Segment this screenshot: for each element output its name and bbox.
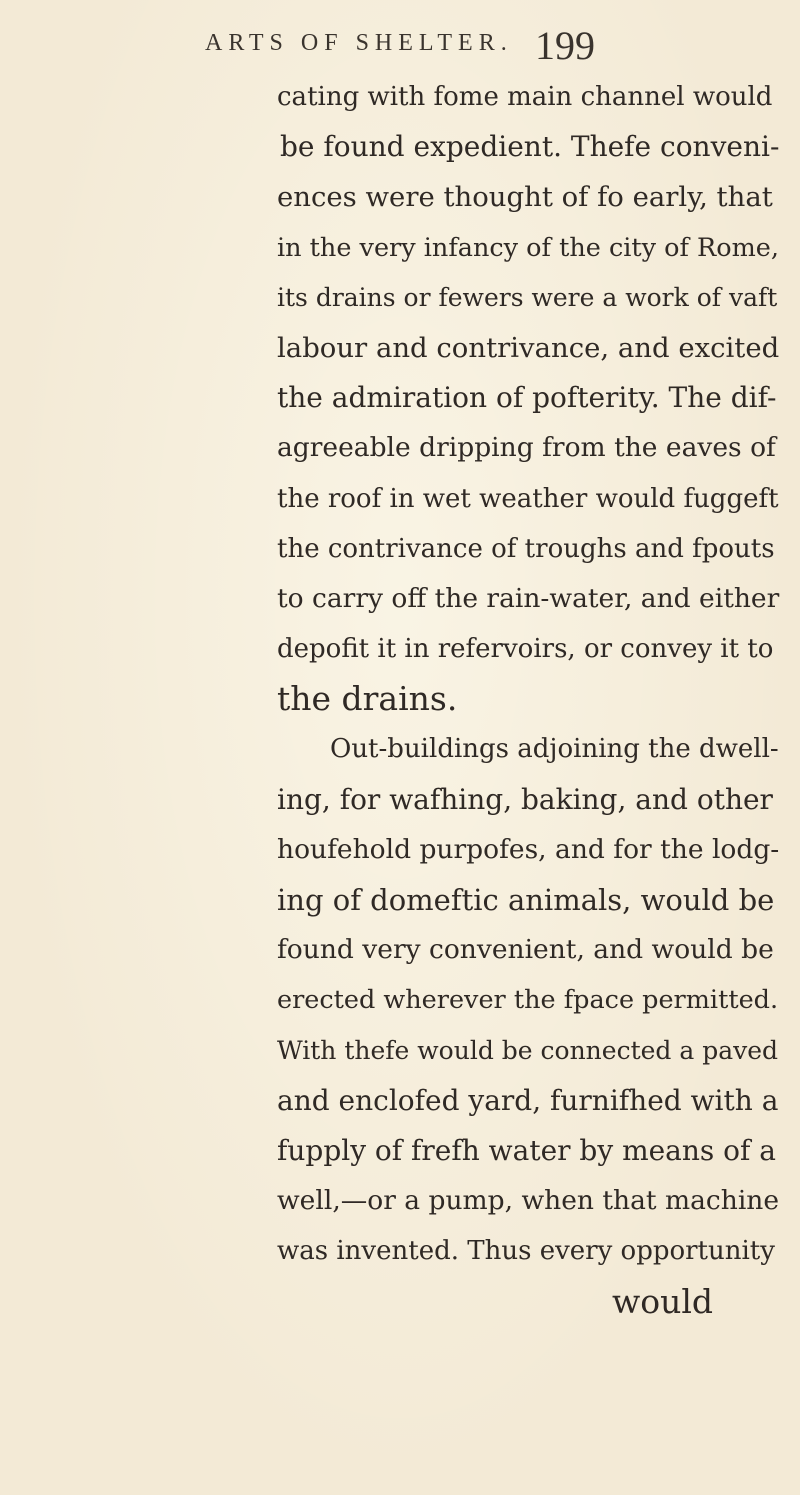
page-number: 199 [535, 23, 595, 68]
text-line: in the very infancy of the city of Rome, [277, 232, 779, 263]
text-line: houfehold purpofes, and for the lodg- [277, 833, 780, 865]
text-line: the admiration of pofterity. The dif- [277, 381, 777, 415]
text-line: its drains or fewers were a work of vaft [277, 282, 778, 312]
text-line: found very convenient, and would be [277, 934, 774, 966]
text-line: With thefe would be connected a paved [277, 1035, 779, 1065]
running-head [205, 20, 625, 66]
text-line: labour and contrivance, and excited [277, 331, 780, 364]
text-line: and enclofed yard, furnifhed with a [277, 1083, 779, 1117]
text-line: to carry off the rain-water, and either [277, 582, 780, 614]
text-line: the drains. [277, 679, 458, 719]
text-line: would [612, 1281, 714, 1321]
text-line: the roof in wet weather would fuggeft [277, 483, 779, 514]
text-line: ing, for wafhing, baking, and other [277, 782, 773, 816]
text-line: depofit it in refervoirs, or convey it to [277, 634, 774, 665]
text-line: be found expedient. Thefe conveni- [280, 130, 780, 164]
text-line: ences were thought of fo early, that [277, 181, 773, 214]
text-line: agreeable dripping from the eaves of [277, 432, 776, 464]
text-line: Out-buildings adjoining the dwell- [330, 734, 779, 765]
text-line: the contrivance of troughs and fpouts [277, 533, 775, 564]
text-line: well,—or a pump, when that machine [277, 1185, 780, 1217]
text-line: cating with fome main channel would [277, 82, 773, 112]
body-text [0, 72, 800, 1327]
text-line: ing of domeftic animals, would be [277, 883, 775, 917]
running-title: ARTS OF SHELTER. [205, 30, 513, 56]
text-line: was invented. Thus every opportunity [277, 1236, 775, 1267]
text-line: erected wherever the fpace permitted. [277, 985, 779, 1016]
text-line: fupply of frefh water by means of a [277, 1133, 776, 1167]
